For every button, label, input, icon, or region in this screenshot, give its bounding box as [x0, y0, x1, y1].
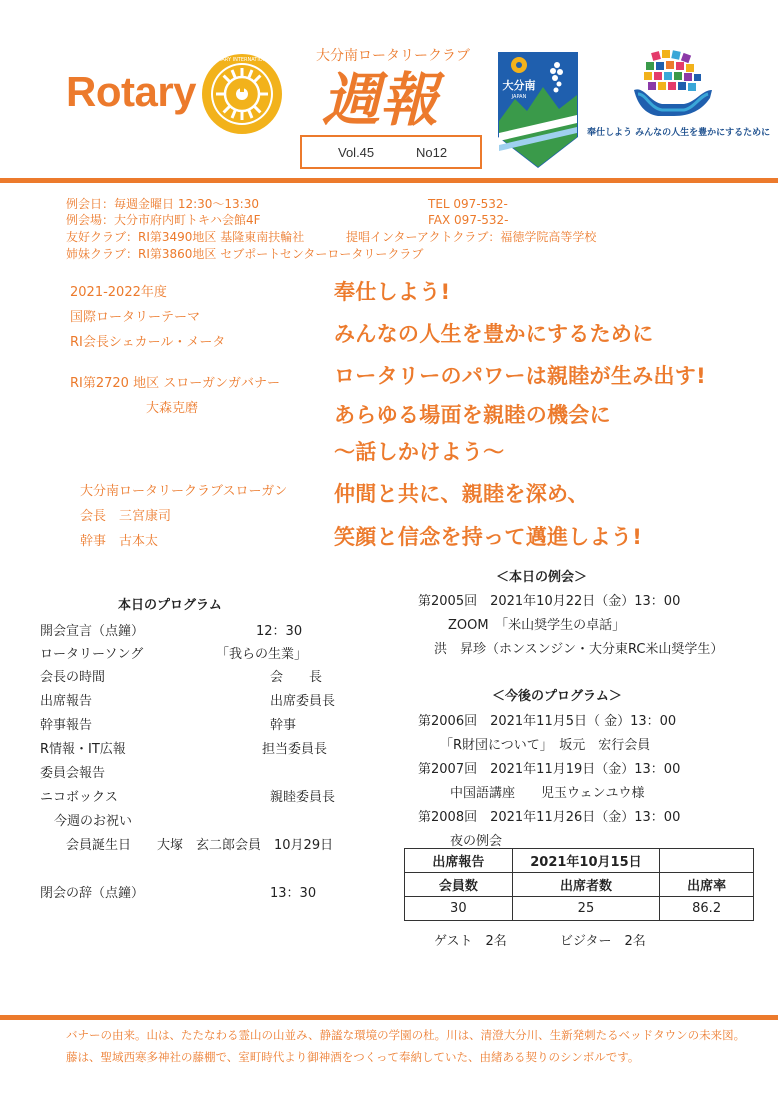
district-slogan-label: RI第2720 地区 スローガンガバナー [70, 376, 280, 391]
program-item-left: 委員会報告 [40, 766, 106, 781]
volume-box [300, 135, 482, 169]
table-row [405, 849, 754, 873]
rotary-wordmark: Rotary [66, 68, 197, 115]
theme-caption: 奉仕しよう みんなの人生を豊かにするために [587, 128, 771, 138]
table-row [405, 873, 754, 897]
rotary-wheel-icon [200, 52, 284, 136]
members-value: 30 [405, 897, 513, 921]
future-program-line: 「R財団について」 坂元 宏行会員 [440, 738, 651, 753]
col-members: 会員数 [405, 873, 513, 897]
district-slogan-line3: 〜話しかけよう〜 [334, 440, 505, 464]
shield-text: 大分南 [502, 79, 536, 92]
meeting-place: 例会場：大分市府内町トキハ会館4F [66, 213, 261, 227]
attendance-table [404, 848, 754, 921]
club-banner-shield-icon [497, 51, 579, 169]
governor-name: 大森克磨 [146, 401, 199, 416]
future-program-line: 第2008回 2021年11月26日（金）13：00 [418, 810, 681, 825]
fax-number: FAX 097-532- [428, 213, 509, 227]
newsletter-title: 週報 [322, 66, 439, 132]
club-secretary: 幹事 古本太 [80, 534, 159, 549]
rotary-theme-globe-icon [628, 50, 718, 122]
ri-president: RI会長シェカール・メータ [70, 335, 226, 350]
closing-left: 閉会の辞（点鐘） [40, 886, 145, 901]
program-item-right: 親睦委員長 [270, 790, 336, 805]
footer-divider [0, 1015, 778, 1020]
program-item-left: ニコボックス [40, 790, 118, 805]
celebration-title: 今週のお祝い [54, 814, 133, 829]
sister-club: 姉妹クラブ：RI第3860地区 セブポートセンターロータリークラブ [66, 247, 424, 261]
col-attendees: 出席者数 [512, 873, 660, 897]
club-president: 会長 三宮康司 [80, 509, 172, 524]
attendance-header-date: 2021年10月15日 [512, 849, 660, 873]
visitor-count: ビジター 2名 [560, 934, 646, 949]
footer-line2: 藤は、聖域西寒多神社の藤棚で、室町時代より御神酒をつくって奉納していた、由緒ある契りのシンボルです。 [66, 1050, 640, 1064]
club-name: 大分南ロータリークラブ [316, 48, 470, 64]
future-program-line: 夜の例会 [450, 834, 503, 849]
future-program-line: 中国語講座 児玉ウェンユウ様 [450, 786, 645, 801]
closing-right: 13：30 [270, 886, 317, 901]
program-item-left: 出席報告 [40, 694, 93, 709]
program-item-right: 会 長 [270, 670, 323, 685]
tel-number: TEL 097-532- [428, 197, 508, 211]
today-meeting-title: ＜本日の例会＞ [496, 570, 588, 585]
issue-number: No12 [416, 145, 448, 160]
ri-theme-line2: みんなの人生を豊かにするために [334, 322, 654, 346]
today-meeting-line: 第2005回 2021年10月22日（金）13：00 [418, 594, 681, 609]
year-label: 2021-2022年度 [70, 285, 167, 300]
guest-count: ゲスト 2名 [434, 934, 507, 949]
today-meeting-line: ZOOM 「米山奨学生の卓話」 [448, 618, 626, 633]
header-divider [0, 178, 778, 183]
friend-club: 友好クラブ：RI第3490地区 基隆東南扶輪社 [66, 230, 305, 244]
attendees-value: 25 [512, 897, 660, 921]
attendance-header-label: 出席報告 [405, 849, 513, 873]
program-title: 本日のプログラム [118, 598, 222, 613]
wheel-text: ROTARY INTERNATIONAL [211, 57, 273, 63]
program-item-left: 幹事報告 [40, 718, 93, 733]
meeting-day: 例会日：毎週金曜日 12:30〜13:30 [66, 197, 259, 211]
program-item-right: 「我らの生業」 [216, 647, 308, 662]
future-program-line: 第2006回 2021年11月5日（ 金）13：00 [418, 714, 677, 729]
program-item-left: R情報・IT広報 [40, 742, 126, 757]
empty-cell [660, 849, 754, 873]
program-item-right: 12：30 [256, 624, 303, 639]
col-rate: 出席率 [660, 873, 754, 897]
future-program-title: ＜今後のプログラム＞ [492, 689, 622, 704]
district-slogan-line2: あらゆる場面を親睦の機会に [334, 403, 611, 427]
footer-line1: バナーの由来。山は、たたなわる霊山の山並み、静謐な環境の学園の杜。川は、清澄大分川、生新発刺たるベッドタウンの未来図。 [66, 1028, 746, 1042]
club-slogan-line2: 笑顔と信念を持って邁進しよう! [334, 525, 643, 549]
rate-value: 86.2 [660, 897, 754, 921]
today-meeting-line: 洪 昇珍（ホンスンジン・大分東RC米山奨学生） [434, 642, 724, 657]
club-slogan-label: 大分南ロータリークラブスローガン [80, 484, 288, 499]
program-item-right: 出席委員長 [270, 694, 336, 709]
ri-theme-label: 国際ロータリーテーマ [70, 310, 201, 325]
shield-subtext: JAPAN [511, 94, 527, 100]
birthday-line: 会員誕生日 大塚 玄二郎会員 10月29日 [66, 838, 334, 853]
program-item-right: 幹事 [270, 718, 297, 733]
program-item-left: 会長の時間 [40, 670, 106, 685]
program-item-left: 開会宣言（点鐘） [40, 624, 145, 639]
volume-number: Vol.45 [338, 145, 375, 160]
future-program-line: 第2007回 2021年11月19日（金）13：00 [418, 762, 681, 777]
program-item-right: 担当委員長 [262, 742, 328, 757]
club-slogan-line1: 仲間と共に、親睦を深め、 [334, 482, 589, 506]
table-row [405, 897, 754, 921]
program-item-left: ロータリーソング [40, 647, 144, 662]
newsletter-title-calligraphy [318, 64, 464, 132]
ri-theme-line1: 奉仕しよう! [334, 280, 451, 304]
interact-club: 提唱インターアクトクラブ：福徳学院高等学校 [346, 230, 597, 244]
district-slogan-line1: ロータリーのパワーは親睦が生み出す! [334, 364, 706, 388]
